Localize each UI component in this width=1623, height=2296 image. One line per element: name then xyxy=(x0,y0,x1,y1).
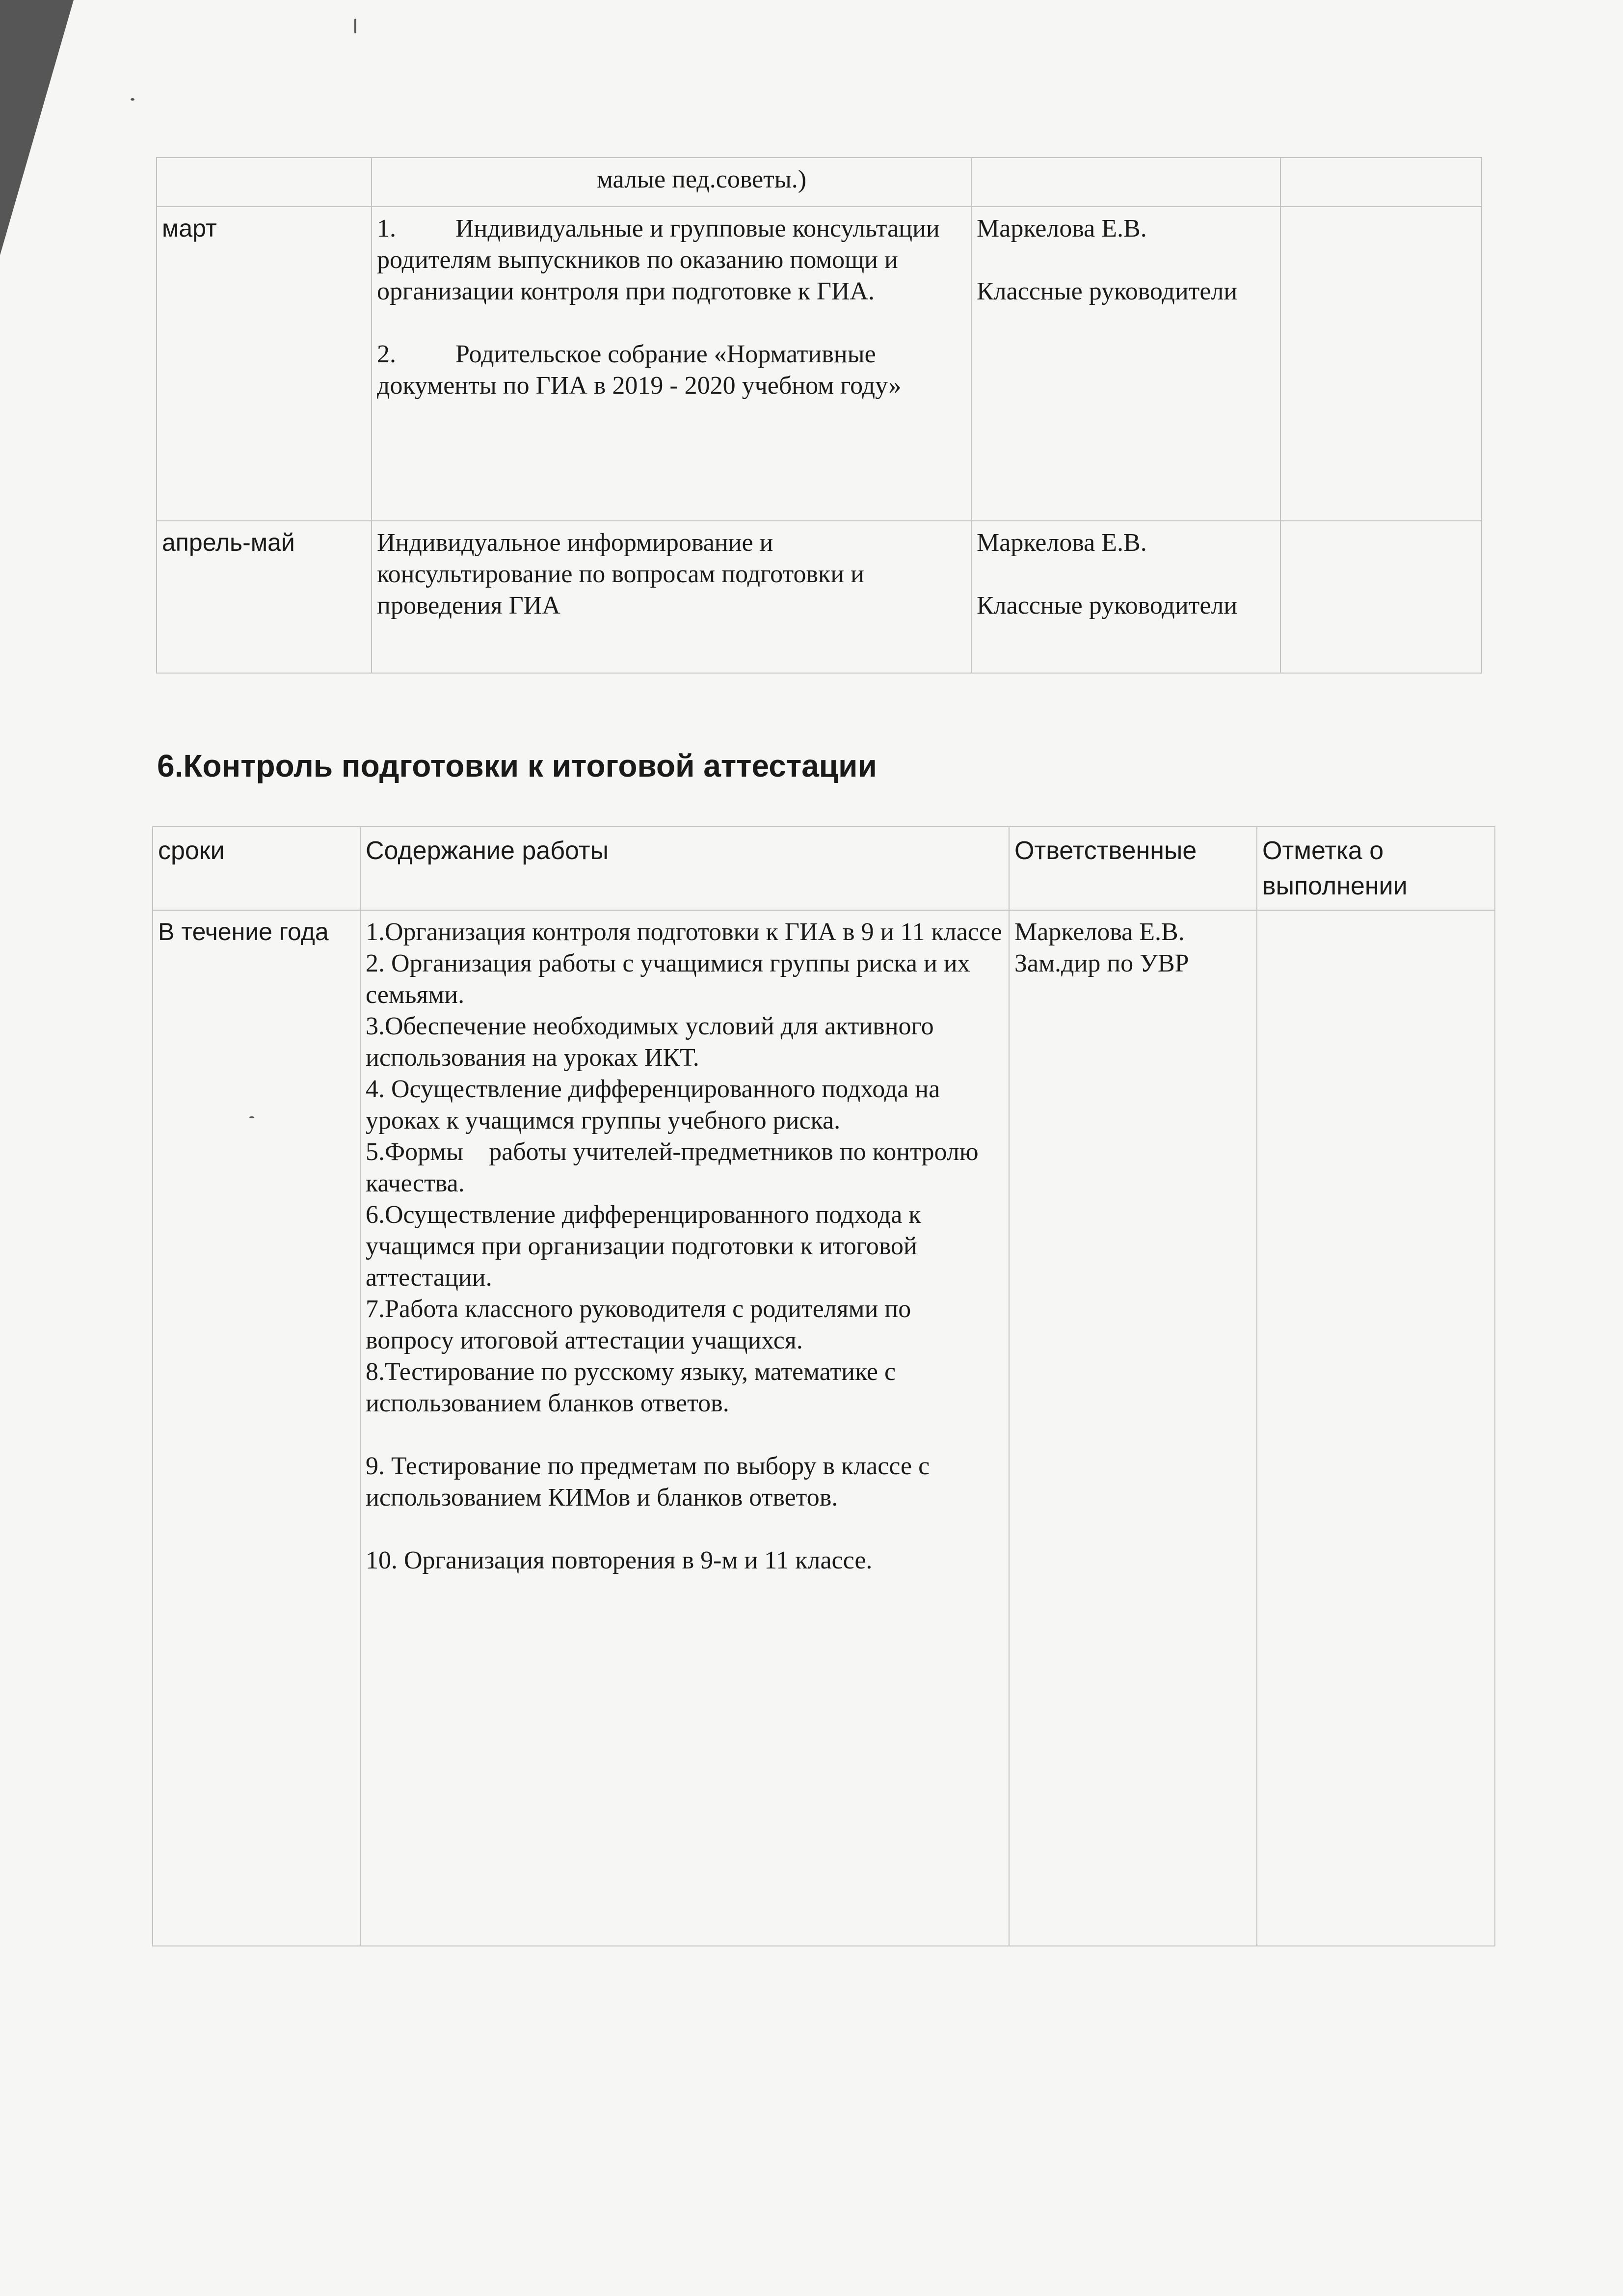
list-item: 6.Осуществление дифференцированного подхода к учащимся при организации подготовки к итоговой аттестации. xyxy=(366,1201,921,1292)
list-item: 3.Обеспечение необходимых условий для активного использования на уроках ИКТ. xyxy=(366,1012,934,1072)
scan-speck xyxy=(354,19,356,33)
period-cell: апрель-май xyxy=(157,521,372,673)
continued-table xyxy=(156,157,1482,674)
period-cell: март xyxy=(157,207,372,521)
mark-cell xyxy=(1280,207,1482,521)
table-header-row xyxy=(153,827,1495,910)
list-item: 9. Тестирование по предметам по выбору в классе с использованием КИМов и бланков ответов. xyxy=(366,1452,930,1512)
responsible-cell: Маркелова Е.В. Классные руководители xyxy=(971,207,1280,521)
list-item: 5.Формы работы учителей-предметников по контролю качества. xyxy=(366,1138,985,1197)
period-cell xyxy=(157,158,372,207)
header-mark: Отметка о выполнении xyxy=(1257,827,1495,910)
list-item: 4. Осуществление дифференцированного подхода на уроках к учащимся группы учебного риска. xyxy=(366,1075,940,1134)
table-row xyxy=(157,158,1482,207)
list-item: 8.Тестирование по русскому языку, математике с использованием бланков ответов. xyxy=(366,1358,896,1417)
scan-corner-shadow xyxy=(0,0,74,255)
scan-speck xyxy=(131,98,134,101)
header-content: Содержание работы xyxy=(360,827,1009,910)
content-cell xyxy=(360,910,1009,1946)
mark-cell xyxy=(1280,521,1482,673)
table-row xyxy=(153,910,1495,1946)
header-responsible: Ответственные xyxy=(1009,827,1257,910)
period-cell: В течение года xyxy=(153,910,360,1946)
list-item: 7.Работа классного руководителя с родителями по вопросу итоговой аттестации учащихся. xyxy=(366,1295,911,1354)
content-cell xyxy=(372,207,971,521)
header-period: сроки xyxy=(153,827,360,910)
control-table xyxy=(152,826,1495,1946)
responsible-cell: Маркелова Е.В. Классные руководители xyxy=(971,521,1280,673)
list-item: 1. Индивидуальные и групповые консультации родителям выпускников по оказанию помощи и организации контроля при подготовке к ГИА. xyxy=(377,215,940,305)
section-heading: 6.Контроль подготовки к итоговой аттестации xyxy=(157,748,877,783)
content-cell: Индивидуальное информирование и консультирование по вопросам подготовки и проведения ГИА xyxy=(372,521,971,673)
mark-cell xyxy=(1257,910,1495,1946)
table-row xyxy=(157,207,1482,521)
list-item: 2. Организация работы с учащимися группы риска и их семьями. xyxy=(366,949,970,1009)
content-cell: малые пед.советы.) xyxy=(372,158,971,207)
list-item: 2. Родительское собрание «Нормативные документы по ГИА в 2019 - 2020 учебном году» xyxy=(377,340,902,400)
table-row xyxy=(157,521,1482,673)
list-item: 10. Организация повторения в 9-м и 11 классе. xyxy=(366,1546,873,1574)
responsible-cell: Маркелова Е.В. Зам.дир по УВР xyxy=(1009,910,1257,1946)
responsible-cell xyxy=(971,158,1280,207)
list-item: 1.Организация контроля подготовки к ГИА в 9 и 11 классе xyxy=(366,918,1002,946)
mark-cell xyxy=(1280,158,1482,207)
